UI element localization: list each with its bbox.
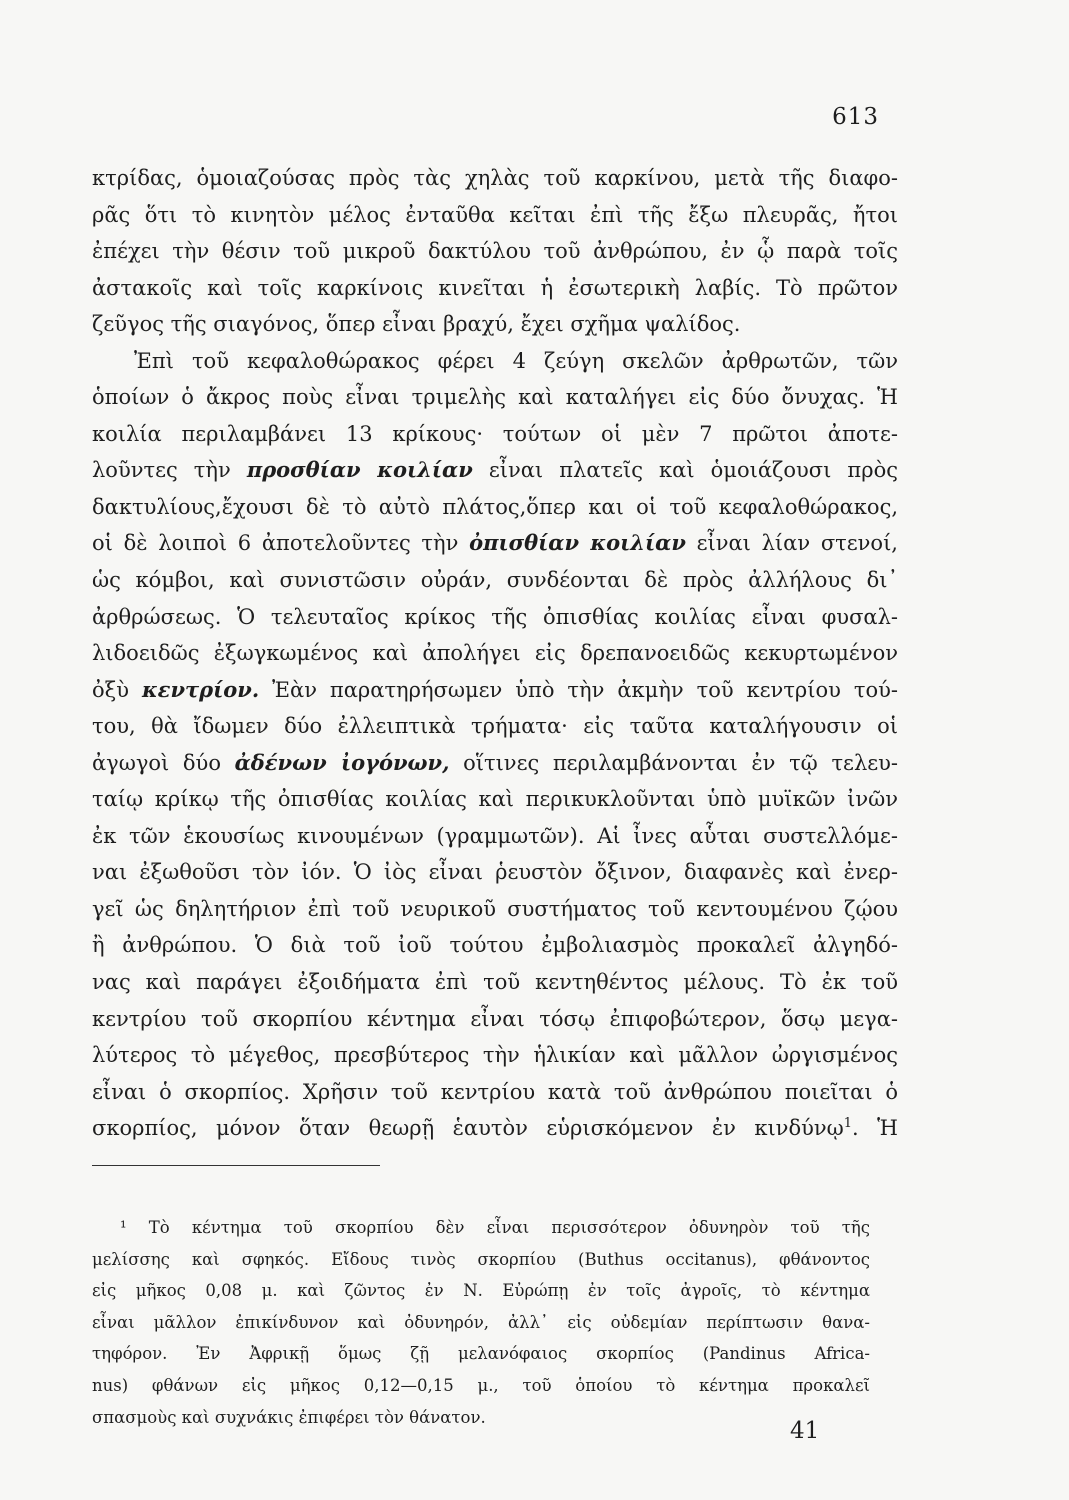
footnote-rule <box>92 1165 380 1166</box>
text-segment: σκορπίος, μόνον ὅταν θεωρῇ ἑαυτὸν εὑρισκόμενον ἐν κινδύνῳ <box>92 1116 844 1141</box>
text-segment: οἵτινες περιλαμβάνονται ἐν τῷ τελευ- <box>463 750 898 775</box>
text-line <box>92 672 898 709</box>
footnote-line: ¹ Τὸ κέντημα τοῦ σκορπίου δὲν εἶναι περισσότερον ὀδυνηρὸν τοῦ τῆς <box>120 1218 870 1237</box>
main-text <box>92 160 898 1147</box>
text-line: λύτερος τὸ μέγεθος, πρεσβύτερος τὴν ἡλικίαν καὶ μᾶλλον ὠργισμένος <box>92 1043 898 1068</box>
text-segment: οἱ δὲ λοιποὶ 6 ἀποτελοῦντες τὴν <box>92 531 459 556</box>
term-opisthian-koilian: ὀπισθίαν κοιλίαν <box>469 530 686 556</box>
text-line: του, θὰ ἴδωμεν δύο ἐλλειπτικὰ τρήματα· εἰς ταῦτα καταλήγουσιν οἱ <box>92 714 898 739</box>
text-line: νας καὶ παράγει ἐξοιδήματα ἐπὶ τοῦ κεντηθέντος μέλους. Τὸ ἐκ τοῦ <box>92 970 898 995</box>
footnote-marker: 1 <box>843 1116 853 1132</box>
text-line: κεντρίου τοῦ σκορπίου κέντημα εἶναι τόσῳ ἐπιφοβώτερον, ὅσῳ μεγα- <box>92 1006 898 1031</box>
text-segment: εἶναι πλατεῖς καὶ ὁμοιάζουσι πρὸς <box>488 458 898 483</box>
text-segment: εἶναι λίαν στενοί, <box>696 531 898 556</box>
footnote-line: εἰς μῆκος 0,08 μ. καὶ ζῶντος ἐν Ν. Εὐρώπῃ ἐν τοῖς ἀγροῖς, τὸ κέντημα <box>92 1281 870 1301</box>
footnote-line: εἶναι μᾶλλον ἐπικίνδυνον καὶ ὀδυνηρόν, ἀλλ᾽ εἰς οὐδεμίαν περίπτωσιν θανα- <box>92 1312 870 1332</box>
text-segment: ἀγωγοὶ δύο <box>92 750 221 775</box>
text-line: ἀστακοῖς καὶ τοῖς καρκίνοις κινεῖται ἡ ἐσωτερικὴ λαβίς. Τὸ πρῶτον <box>92 275 898 300</box>
text-segment: Ἐὰν παρατηρήσωμεν ὑπὸ τὴν ἀκμὴν τοῦ κεντρίου τού- <box>272 677 898 702</box>
term-kentrion: κεντρίον. <box>141 676 260 702</box>
footnote <box>92 1212 870 1433</box>
text-line: εἶναι ὁ σκορπίος. Χρῆσιν τοῦ κεντρίου κατὰ τοῦ ἀνθρώπου ποιεῖται ὁ <box>92 1079 898 1104</box>
page-number: 613 <box>832 104 879 130</box>
text-line: ἐπέχει τὴν θέσιν τοῦ μικροῦ δακτύλου τοῦ ἀνθρώπου, ἐν ᾧ παρὰ τοῖς <box>92 239 898 264</box>
signature-mark: 41 <box>790 1418 820 1444</box>
text-segment: λοῦντες τὴν <box>92 458 231 483</box>
footnote-line: τηφόρον. Ἐν Ἀφρικῇ ὅμως ζῇ μελανόφαιος σκορπίος (Pandinus Africa- <box>92 1344 870 1364</box>
text-line <box>92 1110 898 1147</box>
text-line: κτρίδας, ὁμοιαζούσας πρὸς τὰς χηλὰς τοῦ καρκίνου, μετὰ τῆς διαφο- <box>92 166 898 190</box>
text-line: Ἐπὶ τοῦ κεφαλοθώρακος φέρει 4 ζεύγη σκελῶν ἀρθρωτῶν, τῶν <box>134 348 898 373</box>
text-segment: ὀξὺ <box>92 677 129 702</box>
text-line: ρᾶς ὅτι τὸ κινητὸν μέλος ἐνταῦθα κεῖται ἐπὶ τῆς ἔξω πλευρᾶς, ἤτοι <box>92 202 898 227</box>
text-line: λιδοειδῶς ἐξωγκωμένος καὶ ἀπολήγει εἰς δρεπανοειδῶς κεκυρτωμένον <box>92 641 898 666</box>
footnote-line: μελίσσης καὶ σφηκός. Εἴδους τινὸς σκορπίου (Buthus occitanus), φθάνοντος <box>92 1249 870 1269</box>
text-line: ταίῳ κρίκῳ τῆς ὀπισθίας κοιλίας καὶ περικυκλοῦνται ὑπὸ μυϊκῶν ἰνῶν <box>92 787 898 812</box>
text-line: ναι ἐξωθοῦσι τὸν ἰόν. Ὁ ἰὸς εἶναι ῥευστὸν ὄξινον, διαφανὲς καὶ ἐνερ- <box>92 860 898 885</box>
text-line <box>92 745 898 782</box>
text-segment: . Ἡ <box>852 1116 898 1141</box>
term-proschian-koilian: προσθίαν κοιλίαν <box>246 457 473 483</box>
text-line: ὁποίων ὁ ἄκρος ποὺς εἶναι τριμελὴς καὶ καταλήγει εἰς δύο ὄνυχας. Ἡ <box>92 385 898 410</box>
text-line: ἀρθρώσεως. Ὁ τελευταῖος κρίκος τῆς ὀπισθίας κοιλίας εἶναι φυσαλ- <box>92 604 898 629</box>
text-line: κοιλία περιλαμβάνει 13 κρίκους· τούτων οἱ μὲν 7 πρῶτοι ἀποτε- <box>92 421 898 446</box>
text-line: ἢ ἀνθρώπου. Ὁ διὰ τοῦ ἰοῦ τούτου ἐμβολιασμὸς προκαλεῖ ἀλγηδό- <box>92 933 898 958</box>
footnote-line: nus) φθάνων εἰς μῆκος 0,12—0,15 μ., τοῦ ὁποίου τὸ κέντημα προκαλεῖ <box>92 1375 870 1395</box>
term-adenon-iogonon: ἀδένων ἰογόνων, <box>234 749 450 775</box>
text-line: δακτυλίους,ἔχουσι δὲ τὸ αὐτὸ πλάτος,ὅπερ και οἱ τοῦ κεφαλοθώρακος, <box>92 494 898 519</box>
text-line <box>92 525 898 562</box>
text-line <box>92 452 898 489</box>
text-line: ὡς κόμβοι, καὶ συνιστῶσιν οὐράν, συνδέονται δὲ πρὸς ἀλλήλους δι᾽ <box>92 568 898 593</box>
text-line: ἐκ τῶν ἑκουσίως κινουμένων (γραμμωτῶν). Αἱ ἶνες αὗται συστελλόμε- <box>92 823 898 848</box>
text-line: ζεῦγος τῆς σιαγόνος, ὅπερ εἶναι βραχύ, ἔχει σχῆμα ψαλίδος. <box>92 312 741 337</box>
footnote-line: σπασμοὺς καὶ συχνάκις ἐπιφέρει τὸν θάνατον. <box>92 1407 486 1427</box>
text-line: γεῖ ὡς δηλητήριον ἐπὶ τοῦ νευρικοῦ συστήματος τοῦ κεντουμένου ζῴου <box>92 896 898 921</box>
